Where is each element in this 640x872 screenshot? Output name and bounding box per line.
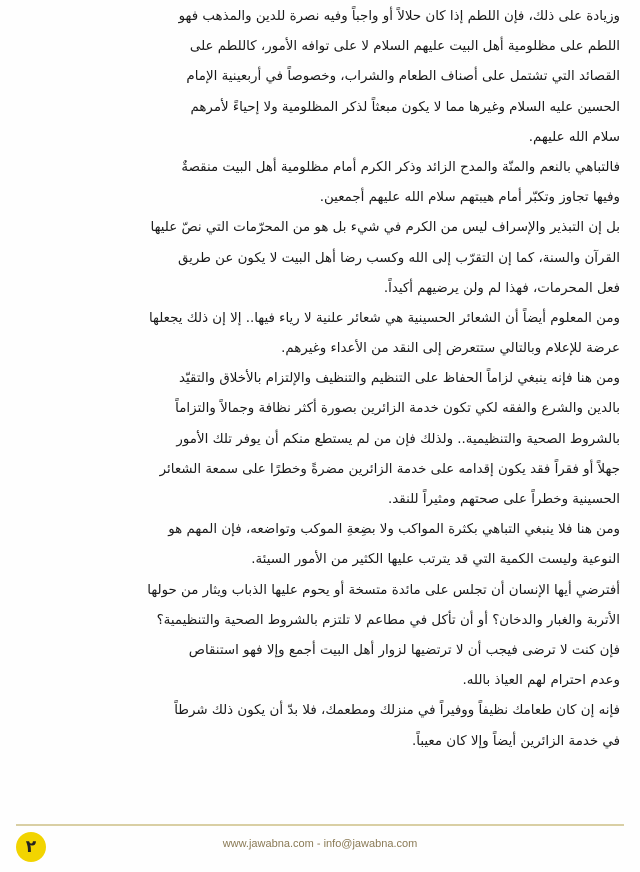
text-line: فإن كنت لا ترضى فيجب أن لا ترتضيها لزوار أهل البيت أجمع وإلا فهو استنقاص: [188, 642, 620, 658]
text-line: ومن المعلوم أيضاً أن الشعائر الحسينية هي شعائر علنية لا رياء فيها.. إلا إن ذلك يجعلها: [148, 310, 620, 326]
text-line: فالتباهي بالنعم والمنّة والمدح الزائد وذكر الكرم أمام مظلومية أهل البيت منقصةٌ: [181, 159, 620, 175]
footer-divider: [16, 824, 624, 826]
page-footer: [0, 830, 640, 864]
text-line: وعدم احترام لهم العياذ بالله.: [462, 673, 620, 689]
text-line: سلام الله عليهم.: [528, 129, 620, 145]
text-line: وزيادة على ذلك، فإن اللطم إذا كان حلالاً أو واجباً وفيه نصرة للدين والمذهب فهو: [178, 9, 620, 24]
article-body: [20, 2, 620, 757]
text-line: القرآن والسنة، كما إن التقرّب إلى الله وكسب رضا أهل البيت لا يكون عن طريق: [177, 250, 620, 266]
text-line: بالشروط الصحية والتنظيمية.. ولذلك فإن من لم يستطع منكم أن يوفر تلك الأمور: [176, 431, 620, 447]
text-line: الحسين عليه السلام وغيرها مما لا يكون مبعثاً لذكر المظلومية ولا إحياءً لأمرهم: [190, 99, 620, 115]
footer-contact-links[interactable]: www.jawabna.com - info@jawabna.com: [222, 838, 418, 850]
text-line: ومن هنا فإنه ينبغي لزاماً الحفاظ على التنظيم والتنظيف والإلتزام بالأخلاق والتقيّد: [178, 371, 620, 387]
text-line: بالدين والشرع والفقه لكي تكون خدمة الزائرين بصورة أكثر نظافة وجمالاً والتزاماً: [175, 401, 620, 417]
text-line: فعل المحرمات، فهذا لم ولن يرضيهم أكيداً.: [383, 280, 620, 296]
text-line: القصائد التي تشتمل على أصناف الطعام والشراب، وخصوصاً في أربعينية الإمام: [186, 69, 620, 85]
text-line: جهلاً أو فقراً فقد يكون إقدامه على خدمة الزائرين مضرةً وخطرًا على سمعة الشعائر: [159, 461, 620, 477]
text-line: ومن هنا فلا ينبغي التباهي بكثرة المواكب ولا بضِعةِ الموكب وتواضعه، فإن المهم هو: [168, 522, 620, 538]
text-line: أفترضي أيها الإنسان أن تجلس على مائدة متسخة أو يحوم عليها الذباب ويثار من حولها: [147, 582, 620, 598]
page-number: ٢: [25, 837, 37, 857]
text-line: اللطم على مظلومية أهل البيت عليهم السلام لا على توافه الأمور، كاللطم على: [189, 39, 620, 55]
text-line: الحسينية وخطراً على صحتهم ومثيراً للنقد.: [388, 492, 620, 507]
text-line: في خدمة الزائرين أيضاً وإلا كان معيباً.: [411, 733, 620, 749]
text-line: فإنه إن كان طعامك نظيفاً ووفيراً في منزلك ومطعمك، فلا بدّ أن يكون ذلك شرطاً: [174, 703, 620, 719]
text-line: وفيها تجاوز وتكبّر أمام هيبتهم سلام الله عليهم أجمعين.: [319, 190, 620, 206]
text-line: النوعية وليست الكمية التي قد يترتب عليها الكثير من الأمور السيئة.: [251, 552, 620, 568]
text-line: بل إن التبذير والإسراف ليس من الكرم في شيء بل هو من المحرّمات التي نصّ عليها: [150, 220, 620, 236]
text-line: عرضة للإعلام وبالتالي ستتعرض إلى النقد من الأعداء وغيرهم.: [281, 341, 620, 357]
text-line: الأتربة والغبار والدخان؟ أو أن تأكل في مطاعم لا تلتزم بالشروط الصحية والتنظيمية؟: [156, 612, 620, 628]
